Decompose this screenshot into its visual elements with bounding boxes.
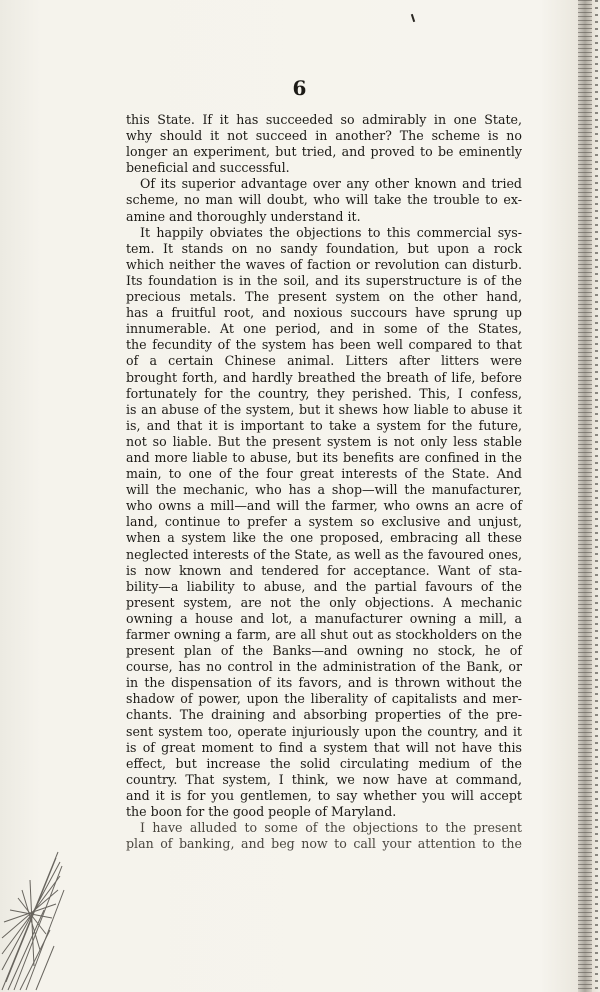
text-line: has a fruitful root, and noxious succours have sprung up [126,305,522,321]
text-line: scheme, no man will doubt, who will take the trouble to ex- [126,192,522,208]
text-line: brought forth, and hardly breathed the breath of life, before [126,369,522,385]
text-line: I have alluded to some of the objections to the present [140,820,522,836]
text-line: will the mechanic, who has a shop—will the manufacturer, [126,482,522,498]
text-line: and it is for you gentlemen, to say whether you will accept [126,787,522,803]
text-line: owning a house and lot, a manufacturer owning a mill, a [126,610,522,626]
text-line: farmer owning a farm, are all shut out as stockholders on the [126,627,522,642]
text-line: Its foundation is in the soil, and its superstructure is of the [126,272,522,288]
text-line: is of great moment to find a system that will not have this [126,739,522,755]
binding-edge [578,0,592,992]
ink-mark [411,14,415,22]
text-line: is an abuse of the system, but it shews how liable to abuse it [126,401,522,417]
text-line: sent system too, operate injuriously upon the country, and it [126,723,522,739]
text-line: chants. The draining and absorbing properties of the pre- [126,707,522,723]
binding-edge-stitching [595,0,598,992]
text-line: the fecundity of the system has been well compared to that [126,337,522,353]
text-line: land, continue to prefer a system so exclusive and unjust, [126,514,522,530]
text-line: amine and thoroughly understand it. [126,208,361,224]
text-line: Of its superior advantage over any other known and tried [140,176,522,192]
text-line: is now known and tendered for acceptance. Want of sta- [126,562,522,578]
text-line: tem. It stands on no sandy foundation, but upon a rock [126,240,522,256]
text-line: which neither the waves of faction or revolution can disturb. [126,256,522,272]
text-line: course, has no control in the administration of the Bank, or [126,659,522,675]
text-line: this State. If it has succeeded so admirably in one State, [126,112,522,127]
text-line: neglected interests of the State, as well as the favoured ones, [126,546,522,562]
text-line: of a certain Chinese animal. Litters after litters were [126,353,522,369]
text-line: bility—a liability to abuse, and the partial favours of the [126,578,522,594]
page-number: 6 [292,76,308,100]
text-line: It happily obviates the objections to this commercial sys- [140,224,522,240]
body-text [126,112,522,852]
text-line: who owns a mill—and will the farmer, who owns an acre of [126,498,522,514]
text-line: plan of banking, and beg now to call your attention to the [126,836,522,852]
text-line: when a system like the one proposed, embracing all these [126,530,522,546]
text-line: and more liable to abuse, but its benefits are confined in the [126,449,522,465]
text-line: main, to one of the four great interests of the State. And [126,466,522,482]
text-line: beneficial and successful. [126,160,290,176]
text-line: present plan of the Banks—and owning no stock, he of [126,643,522,659]
text-line: innumerable. At one period, and in some of the States, [126,321,522,337]
text-line: longer an experiment, but tried, and proved to be eminently [126,144,522,160]
text-line: is, and that it is important to take a system for the future, [126,417,522,433]
text-line: present system, are not the only objections. A mechanic [126,594,522,610]
text-line: fortunately for the country, they perished. This, I confess, [126,385,522,401]
text-line: precious metals. The present system on the other hand, [126,289,522,305]
text-line: effect, but increase the solid circulating medium of the [126,755,522,771]
text-line: why should it not succeed in another? The scheme is no [126,128,522,144]
text-line: in the dispensation of its favors, and is thrown without the [126,675,522,691]
corner-engraving-fragment [0,850,70,992]
text-line: not so liable. But the present system is not only less stable [126,433,522,449]
text-line: shadow of power, upon the liberality of capitalists and mer- [126,691,522,707]
text-line: country. That system, I think, we now have at command, [126,771,522,787]
text-line: the boon for the good people of Maryland. [126,804,397,820]
